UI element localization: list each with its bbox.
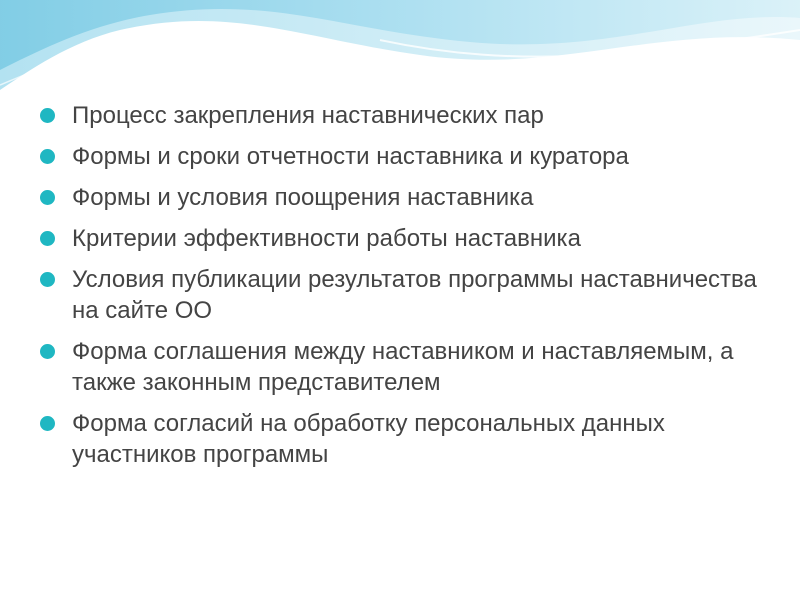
bullet-text: Критерии эффективности работы наставника bbox=[72, 225, 581, 252]
bullet-text: Форма согласий на обработку персональных данных участников программы bbox=[72, 410, 665, 468]
bullet-text: Процесс закрепления наставнических пар bbox=[72, 102, 544, 129]
bullet-dot-icon bbox=[40, 149, 55, 164]
header-wave-decoration bbox=[0, 0, 800, 110]
bullet-text: Форма соглашения между наставником и наставляемым, а также законным представителем bbox=[72, 338, 734, 396]
bullet-item bbox=[40, 182, 760, 213]
bullet-dot-icon bbox=[40, 108, 55, 123]
bullet-list bbox=[40, 100, 760, 480]
bullet-text: Формы и условия поощрения наставника bbox=[72, 184, 534, 211]
bullet-dot-icon bbox=[40, 344, 55, 359]
bullet-item bbox=[40, 100, 760, 131]
bullet-item bbox=[40, 264, 760, 326]
bullet-dot-icon bbox=[40, 231, 55, 246]
bullet-text: Условия публикации результатов программы наставничества на сайте ОО bbox=[72, 266, 757, 324]
bullet-dot-icon bbox=[40, 416, 55, 431]
bullet-dot-icon bbox=[40, 190, 55, 205]
bullet-item bbox=[40, 141, 760, 172]
bullet-item bbox=[40, 223, 760, 254]
bullet-text: Формы и сроки отчетности наставника и куратора bbox=[72, 143, 629, 170]
bullet-item bbox=[40, 408, 760, 470]
bullet-dot-icon bbox=[40, 272, 55, 287]
bullet-item bbox=[40, 336, 760, 398]
